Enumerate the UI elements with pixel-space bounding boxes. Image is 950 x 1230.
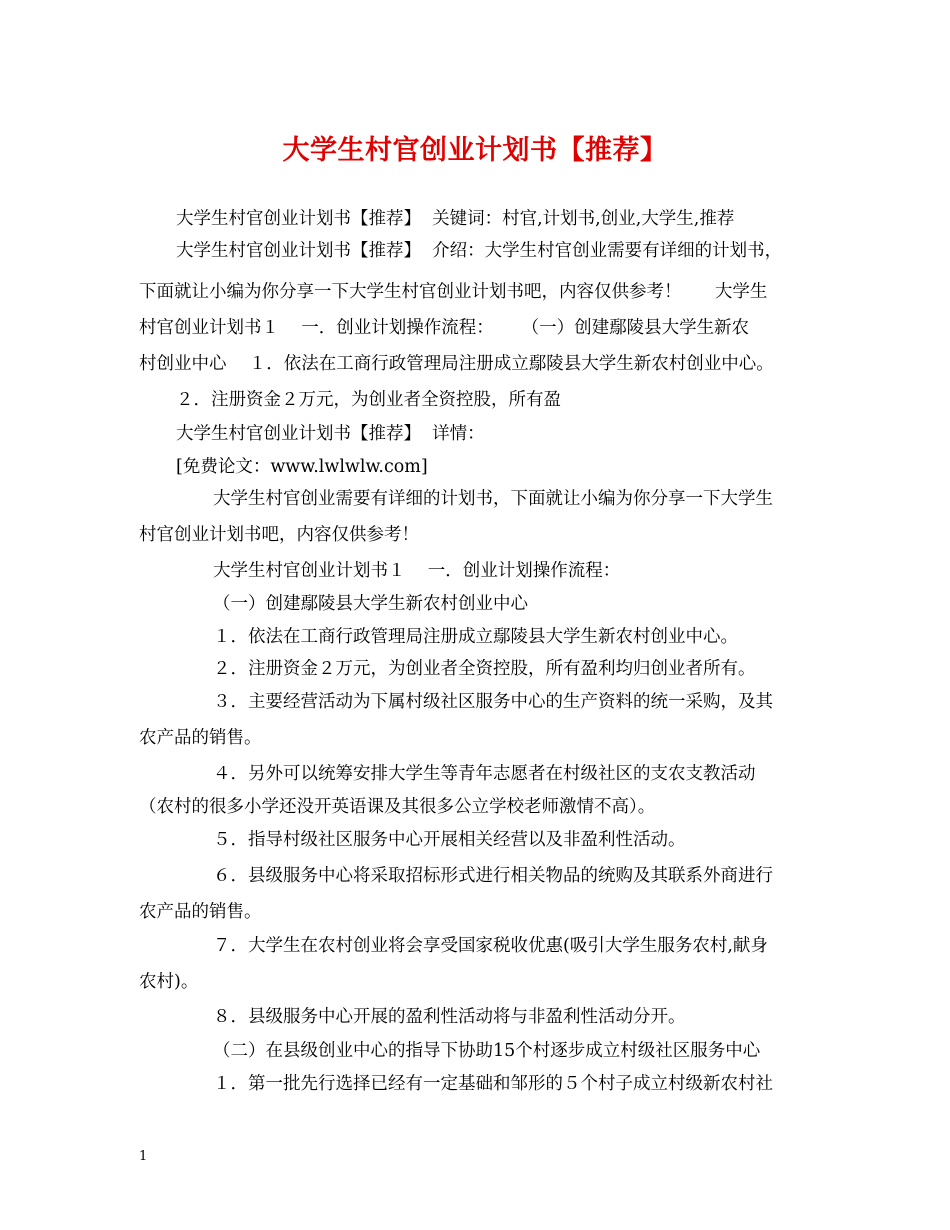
text-line: 村创业中心 １．依法在工商行政管理局注册成立鄢陵县大学生新农村创业中心。 [139, 354, 774, 374]
text-line: [免费论文：www.lwlwlw.com] [176, 457, 428, 477]
text-line: ４．另外可以统筹安排大学生等青年志愿者在村级社区的支农支教活动 [213, 764, 756, 784]
page-number: 1 [139, 1149, 148, 1164]
text-line: １．依法在工商行政管理局注册成立鄢陵县大学生新农村创业中心。 [213, 627, 738, 647]
text-line: 大学生村官创业计划书【推荐】 详情： [176, 424, 485, 444]
text-line: ８．县级服务中心开展的盈利性活动将与非盈利性活动分开。 [213, 1007, 686, 1027]
text-line: （一）创建鄢陵县大学生新农村创业中心 [213, 594, 528, 614]
text-line: 农产品的销售。 [139, 728, 262, 748]
text-line: ３．主要经营活动为下属村级社区服务中心的生产资料的统一采购，及其 [213, 692, 773, 712]
text-line: ２．注册资金２万元，为创业者全资控股，所有盈 [176, 390, 561, 410]
text-line: 农产品的销售。 [139, 902, 262, 922]
text-line: 大学生村官创业计划书【推荐】 关键词：村官,计划书,创业,大学生,推荐 [176, 209, 735, 229]
text-line: 下面就让小编为你分享一下大学生村官创业计划书吧，内容仅供参考！ 大学生 [139, 282, 768, 302]
text-line: ６．县级服务中心将采取招标形式进行相关物品的统购及其联系外商进行 [213, 866, 773, 886]
text-line: 村官创业计划书吧，内容仅供参考！ [139, 525, 419, 545]
text-line: ５．指导村级社区服务中心开展相关经营以及非盈利性活动。 [213, 830, 686, 850]
text-line: （农村的很多小学还没开英语课及其很多公立学校老师激情不高）。 [139, 797, 656, 817]
text-line: （二）在县级创业中心的指导下协助15个村逐步成立村级社区服务中心 [213, 1041, 761, 1061]
text-line: 大学生村官创业需要有详细的计划书，下面就让小编为你分享一下大学生 [213, 489, 773, 509]
text-line: 大学生村官创业计划书【推荐】 介绍：大学生村官创业需要有详细的计划书， [176, 241, 783, 261]
text-line: 村官创业计划书１ 一．创业计划操作流程： （一）创建鄢陵县大学生新农 [139, 318, 750, 338]
text-line: ７．大学生在农村创业将会享受国家税收优惠(吸引大学生服务农村,献身 [213, 936, 768, 956]
text-line: ２．注册资金２万元，为创业者全资控股，所有盈利均归创业者所有。 [213, 659, 756, 679]
document-title: 大学生村官创业计划书【推荐】 [282, 135, 668, 166]
text-line: 农村)。 [139, 972, 199, 992]
text-line: 大学生村官创业计划书１ 一．创业计划操作流程： [213, 561, 621, 581]
text-line: １．第一批先行选择已经有一定基础和邹形的５个村子成立村级新农村社 [213, 1074, 773, 1094]
